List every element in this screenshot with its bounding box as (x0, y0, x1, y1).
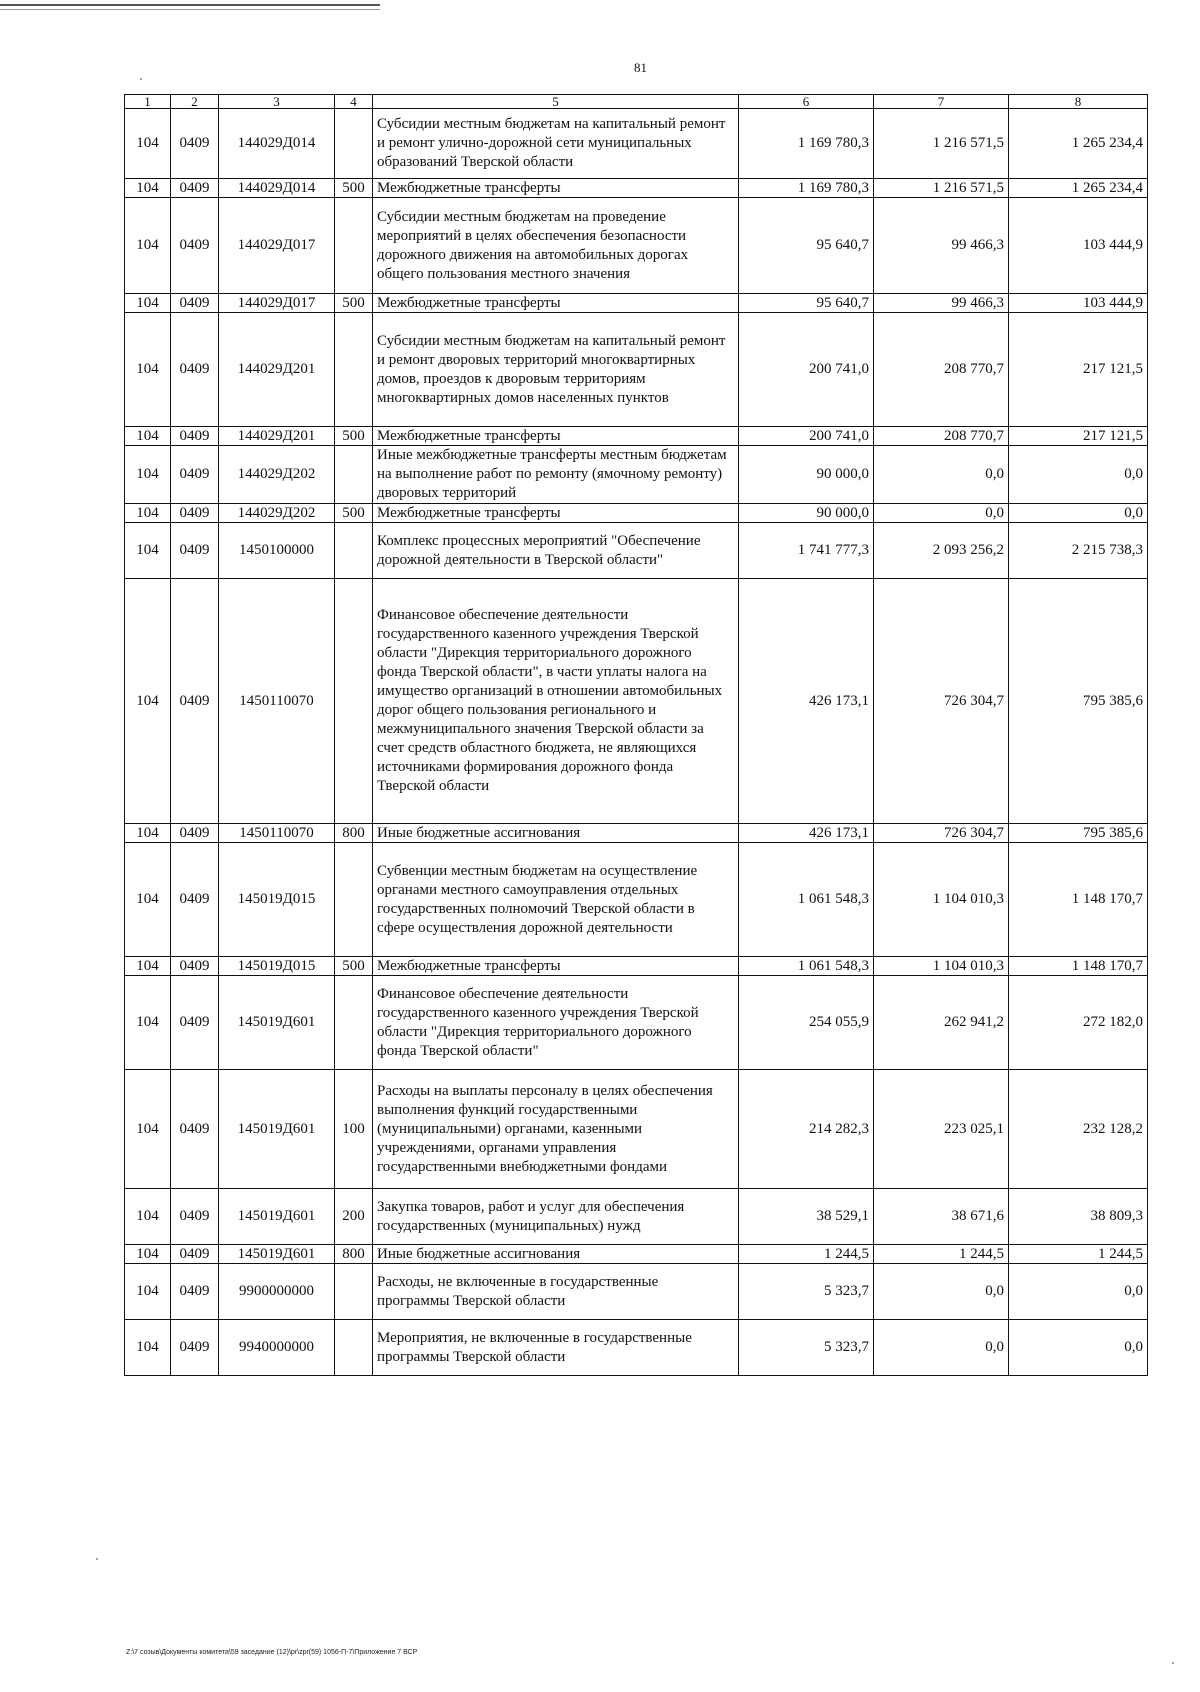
section-code-cell: 104 (125, 843, 171, 957)
header-cell: 7 (874, 95, 1009, 109)
expense-type-code-cell: 100 (335, 1070, 373, 1189)
section-code-cell: 104 (125, 976, 171, 1070)
target-article-code-cell: 144029Д202 (219, 446, 335, 504)
target-article-code-cell: 144029Д017 (219, 198, 335, 294)
target-article-code-cell: 1450100000 (219, 523, 335, 579)
amount-col-6-cell: 90 000,0 (739, 446, 874, 504)
amount-col-7-cell: 1 104 010,3 (874, 843, 1009, 957)
expense-type-code-cell: 500 (335, 179, 373, 198)
subsection-code-cell: 0409 (171, 313, 219, 427)
description-cell: Иные бюджетные ассигнования (373, 1245, 739, 1264)
header-cell: 1 (125, 95, 171, 109)
table-row (125, 523, 1148, 579)
subsection-code-cell: 0409 (171, 1320, 219, 1376)
table-row (125, 1264, 1148, 1320)
subsection-code-cell: 0409 (171, 294, 219, 313)
amount-col-8-cell: 217 121,5 (1009, 313, 1148, 427)
amount-col-6-cell: 1 244,5 (739, 1245, 874, 1264)
expense-type-code-cell: 500 (335, 957, 373, 976)
subsection-code-cell: 0409 (171, 523, 219, 579)
page-number: 81 (634, 60, 647, 75)
amount-col-6-cell: 5 323,7 (739, 1264, 874, 1320)
target-article-code-cell: 145019Д601 (219, 976, 335, 1070)
amount-col-7-cell: 262 941,2 (874, 976, 1009, 1070)
subsection-code-cell: 0409 (171, 504, 219, 523)
section-code-cell: 104 (125, 1189, 171, 1245)
amount-col-8-cell: 795 385,6 (1009, 579, 1148, 824)
subsection-code-cell: 0409 (171, 1245, 219, 1264)
amount-col-6-cell: 90 000,0 (739, 504, 874, 523)
description-cell: Финансовое обеспечение деятельности государственного казенного учреждения Тверской области "Дирекция территориального дорожного фонда Тверской области" (373, 976, 739, 1070)
table-row (125, 427, 1148, 446)
table-row (125, 1245, 1148, 1264)
subsection-code-cell: 0409 (171, 579, 219, 824)
header-cell: 5 (373, 95, 739, 109)
section-code-cell: 104 (125, 579, 171, 824)
section-code-cell: 104 (125, 824, 171, 843)
amount-col-7-cell: 1 244,5 (874, 1245, 1009, 1264)
expense-type-code-cell: 800 (335, 824, 373, 843)
header-cell: 4 (335, 95, 373, 109)
subsection-code-cell: 0409 (171, 446, 219, 504)
header-cell: 3 (219, 95, 335, 109)
description-cell: Межбюджетные трансферты (373, 179, 739, 198)
target-article-code-cell: 1450110070 (219, 824, 335, 843)
target-article-code-cell: 144029Д014 (219, 109, 335, 179)
amount-col-7-cell: 2 093 256,2 (874, 523, 1009, 579)
target-article-code-cell: 145019Д015 (219, 957, 335, 976)
description-cell: Расходы на выплаты персоналу в целях обеспечения выполнения функций государственными (муниципальными) органами, казенными учреждениями, органами управления государственными внебюджетными фондами (373, 1070, 739, 1189)
scan-speck (96, 1558, 98, 1560)
section-code-cell: 104 (125, 1264, 171, 1320)
section-code-cell: 104 (125, 1245, 171, 1264)
target-article-code-cell: 145019Д601 (219, 1070, 335, 1189)
section-code-cell: 104 (125, 1070, 171, 1189)
expense-type-code-cell (335, 523, 373, 579)
table-row (125, 976, 1148, 1070)
header-cell: 2 (171, 95, 219, 109)
target-article-code-cell: 145019Д015 (219, 843, 335, 957)
amount-col-7-cell: 99 466,3 (874, 294, 1009, 313)
amount-col-7-cell: 726 304,7 (874, 579, 1009, 824)
target-article-code-cell: 144029Д201 (219, 313, 335, 427)
amount-col-8-cell: 795 385,6 (1009, 824, 1148, 843)
column-number-header (125, 95, 1148, 109)
scan-speck (140, 78, 142, 80)
subsection-code-cell: 0409 (171, 824, 219, 843)
subsection-code-cell: 0409 (171, 179, 219, 198)
expense-type-code-cell (335, 1264, 373, 1320)
amount-col-8-cell: 2 215 738,3 (1009, 523, 1148, 579)
target-article-code-cell: 144029Д014 (219, 179, 335, 198)
amount-col-7-cell: 1 104 010,3 (874, 957, 1009, 976)
table-row (125, 579, 1148, 824)
amount-col-8-cell: 38 809,3 (1009, 1189, 1148, 1245)
amount-col-7-cell: 208 770,7 (874, 313, 1009, 427)
table-row (125, 446, 1148, 504)
target-article-code-cell: 145019Д601 (219, 1245, 335, 1264)
description-cell: Закупка товаров, работ и услуг для обеспечения государственных (муниципальных) нужд (373, 1189, 739, 1245)
amount-col-7-cell: 208 770,7 (874, 427, 1009, 446)
expense-type-code-cell (335, 579, 373, 824)
amount-col-6-cell: 254 055,9 (739, 976, 874, 1070)
table-row (125, 294, 1148, 313)
description-cell: Комплекс процессных мероприятий "Обеспечение дорожной деятельности в Тверской области" (373, 523, 739, 579)
expense-type-code-cell (335, 313, 373, 427)
expense-type-code-cell (335, 1320, 373, 1376)
table-row (125, 179, 1148, 198)
target-article-code-cell: 9940000000 (219, 1320, 335, 1376)
amount-col-7-cell: 99 466,3 (874, 198, 1009, 294)
budget-table (124, 94, 1148, 1376)
subsection-code-cell: 0409 (171, 1189, 219, 1245)
target-article-code-cell: 9900000000 (219, 1264, 335, 1320)
subsection-code-cell: 0409 (171, 843, 219, 957)
amount-col-8-cell: 0,0 (1009, 504, 1148, 523)
amount-col-8-cell: 232 128,2 (1009, 1070, 1148, 1189)
amount-col-7-cell: 0,0 (874, 504, 1009, 523)
expense-type-code-cell: 500 (335, 504, 373, 523)
amount-col-6-cell: 5 323,7 (739, 1320, 874, 1376)
subsection-code-cell: 0409 (171, 1264, 219, 1320)
amount-col-7-cell: 0,0 (874, 446, 1009, 504)
amount-col-6-cell: 1 169 780,3 (739, 179, 874, 198)
amount-col-6-cell: 426 173,1 (739, 579, 874, 824)
amount-col-8-cell: 1 265 234,4 (1009, 109, 1148, 179)
amount-col-6-cell: 95 640,7 (739, 294, 874, 313)
amount-col-6-cell: 426 173,1 (739, 824, 874, 843)
expense-type-code-cell (335, 446, 373, 504)
expense-type-code-cell: 500 (335, 427, 373, 446)
table-row (125, 109, 1148, 179)
subsection-code-cell: 0409 (171, 957, 219, 976)
expense-type-code-cell: 500 (335, 294, 373, 313)
description-cell: Межбюджетные трансферты (373, 957, 739, 976)
amount-col-8-cell: 1 148 170,7 (1009, 957, 1148, 976)
section-code-cell: 104 (125, 1320, 171, 1376)
description-cell: Расходы, не включенные в государственные программы Тверской области (373, 1264, 739, 1320)
amount-col-6-cell: 1 741 777,3 (739, 523, 874, 579)
section-code-cell: 104 (125, 427, 171, 446)
table-row (125, 198, 1148, 294)
table-row (125, 313, 1148, 427)
amount-col-6-cell: 1 169 780,3 (739, 109, 874, 179)
description-cell: Финансовое обеспечение деятельности государственного казенного учреждения Тверской области "Дирекция территориального дорожного фонда Тверской области", в части уплаты налога на имущество организаций в отношении автомобильных дорог общего пользования регионального и межмуниципального значения Тверской области за счет средств областного бюджета, не являющихся источниками формирования дорожного фонда Тверской области (373, 579, 739, 824)
amount-col-6-cell: 200 741,0 (739, 427, 874, 446)
section-code-cell: 104 (125, 109, 171, 179)
subsection-code-cell: 0409 (171, 198, 219, 294)
scan-speck (1172, 1662, 1174, 1664)
section-code-cell: 104 (125, 198, 171, 294)
expense-type-code-cell (335, 976, 373, 1070)
table-row (125, 843, 1148, 957)
amount-col-7-cell: 0,0 (874, 1264, 1009, 1320)
file-path-footer: Z:\7 созыв\Документы комитета\59 заседание (12)\pr\zpr(59) 1056-П-7\Приложение 7 ВСР (126, 1649, 418, 1656)
amount-col-8-cell: 0,0 (1009, 446, 1148, 504)
description-cell: Иные бюджетные ассигнования (373, 824, 739, 843)
section-code-cell: 104 (125, 504, 171, 523)
target-article-code-cell: 144029Д202 (219, 504, 335, 523)
scan-top-rule (0, 4, 380, 6)
amount-col-6-cell: 38 529,1 (739, 1189, 874, 1245)
description-cell: Межбюджетные трансферты (373, 294, 739, 313)
section-code-cell: 104 (125, 446, 171, 504)
amount-col-8-cell: 103 444,9 (1009, 294, 1148, 313)
amount-col-7-cell: 0,0 (874, 1320, 1009, 1376)
section-code-cell: 104 (125, 957, 171, 976)
description-cell: Субсидии местным бюджетам на капитальный ремонт и ремонт дворовых территорий многоквартирных домов, проездов к дворовым территориям многоквартирных домов населенных пунктов (373, 313, 739, 427)
header-cell: 8 (1009, 95, 1148, 109)
target-article-code-cell: 144029Д017 (219, 294, 335, 313)
section-code-cell: 104 (125, 294, 171, 313)
amount-col-7-cell: 38 671,6 (874, 1189, 1009, 1245)
scan-top-rule-thin (0, 9, 380, 10)
expense-type-code-cell (335, 109, 373, 179)
amount-col-7-cell: 223 025,1 (874, 1070, 1009, 1189)
amount-col-6-cell: 200 741,0 (739, 313, 874, 427)
description-cell: Субвенции местным бюджетам на осуществление органами местного самоуправления отдельных государственных полномочий Тверской области в сфере осуществления дорожной деятельности (373, 843, 739, 957)
amount-col-6-cell: 95 640,7 (739, 198, 874, 294)
amount-col-8-cell: 1 265 234,4 (1009, 179, 1148, 198)
amount-col-6-cell: 214 282,3 (739, 1070, 874, 1189)
table-row (125, 1189, 1148, 1245)
table-row (125, 957, 1148, 976)
amount-col-8-cell: 0,0 (1009, 1320, 1148, 1376)
header-cell: 6 (739, 95, 874, 109)
amount-col-7-cell: 726 304,7 (874, 824, 1009, 843)
description-cell: Межбюджетные трансферты (373, 427, 739, 446)
target-article-code-cell: 145019Д601 (219, 1189, 335, 1245)
amount-col-6-cell: 1 061 548,3 (739, 843, 874, 957)
expense-type-code-cell: 200 (335, 1189, 373, 1245)
amount-col-8-cell: 103 444,9 (1009, 198, 1148, 294)
target-article-code-cell: 1450110070 (219, 579, 335, 824)
section-code-cell: 104 (125, 179, 171, 198)
section-code-cell: 104 (125, 523, 171, 579)
description-cell: Субсидии местным бюджетам на проведение мероприятий в целях обеспечения безопасности дорожного движения на автомобильных дорогах общего пользования местного значения (373, 198, 739, 294)
subsection-code-cell: 0409 (171, 109, 219, 179)
section-code-cell: 104 (125, 313, 171, 427)
table-row (125, 1070, 1148, 1189)
description-cell: Мероприятия, не включенные в государственные программы Тверской области (373, 1320, 739, 1376)
amount-col-8-cell: 217 121,5 (1009, 427, 1148, 446)
table-row (125, 504, 1148, 523)
amount-col-8-cell: 1 244,5 (1009, 1245, 1148, 1264)
subsection-code-cell: 0409 (171, 427, 219, 446)
target-article-code-cell: 144029Д201 (219, 427, 335, 446)
amount-col-8-cell: 0,0 (1009, 1264, 1148, 1320)
description-cell: Иные межбюджетные трансферты местным бюджетам на выполнение работ по ремонту (ямочному ремонту) дворовых территорий (373, 446, 739, 504)
amount-col-7-cell: 1 216 571,5 (874, 179, 1009, 198)
amount-col-7-cell: 1 216 571,5 (874, 109, 1009, 179)
expense-type-code-cell: 800 (335, 1245, 373, 1264)
subsection-code-cell: 0409 (171, 976, 219, 1070)
amount-col-6-cell: 1 061 548,3 (739, 957, 874, 976)
expense-type-code-cell (335, 843, 373, 957)
expense-type-code-cell (335, 198, 373, 294)
amount-col-8-cell: 272 182,0 (1009, 976, 1148, 1070)
table-row (125, 824, 1148, 843)
table-row (125, 1320, 1148, 1376)
subsection-code-cell: 0409 (171, 1070, 219, 1189)
amount-col-8-cell: 1 148 170,7 (1009, 843, 1148, 957)
description-cell: Межбюджетные трансферты (373, 504, 739, 523)
description-cell: Субсидии местным бюджетам на капитальный ремонт и ремонт улично-дорожной сети муниципальных образований Тверской области (373, 109, 739, 179)
